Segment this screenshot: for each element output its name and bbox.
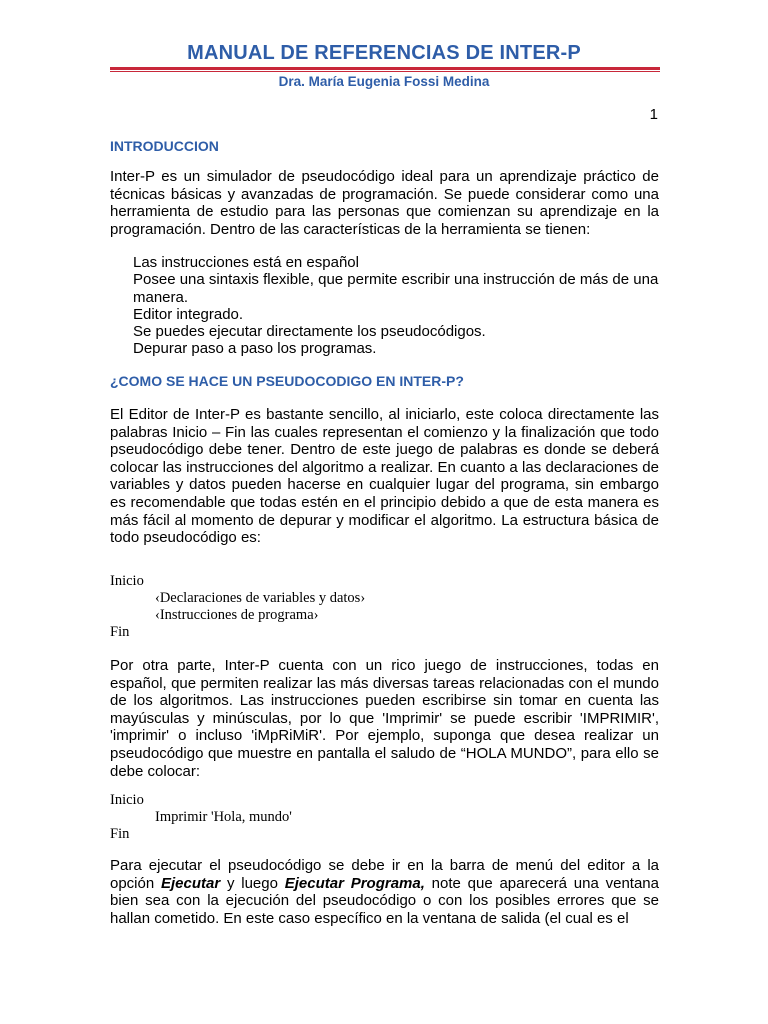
code-block-structure: [110, 573, 365, 641]
list-item: Posee una sintaxis flexible, que permite escribir una instrucción de más de una manera.: [133, 271, 659, 306]
document-title: MANUAL DE REFERENCIAS DE INTER-P: [187, 42, 581, 64]
author-name: Dra. María Eugenia Fossi Medina: [278, 74, 490, 89]
text-run: y luego: [220, 874, 285, 892]
code-line: Imprimir 'Hola, mundo': [155, 809, 292, 825]
title-underline: [110, 67, 660, 70]
execution-paragraph: [110, 857, 659, 927]
code-block-hola-mundo: [110, 792, 292, 843]
emphasis-ejecutar-programa: Ejecutar Programa,: [284, 874, 425, 892]
emphasis-ejecutar: Ejecutar: [160, 874, 221, 892]
text-run: note que aparecerá una ventana bien sea con la ejecución del pseudocódigo o con los posibles errores que se hallan cometido. En este caso específico en la ventana de salida (el cual es el: [110, 874, 659, 927]
title-underline-thin: [110, 71, 660, 72]
code-line: ‹Instrucciones de programa›: [155, 607, 319, 623]
list-item: Se puedes ejecutar directamente los pseudocódigos.: [133, 323, 486, 341]
page-number: 1: [649, 106, 658, 123]
code-line: Inicio: [110, 573, 144, 589]
feature-list: [133, 254, 659, 358]
code-line: ‹Declaraciones de variables y datos›: [155, 590, 366, 606]
list-item: Editor integrado.: [133, 305, 244, 323]
editor-paragraph: El Editor de Inter-P es bastante sencillo, al iniciarlo, este coloca directamente las palabras Inicio – Fin las cuales representan el comienzo y la finalización que todo pseudocódigo debe tener. Dentro de este juego de palabras es donde se deberá colocar las instrucciones del algoritmo a realizar. En cuanto a las declaraciones de variables y datos pueden hacerse en cualquier lugar del programa, sin embargo es recomendable que todas estén en el principio debido a que de esta manera es más fácil al momento de depurar y modificar el algoritmo. La estructura básica de todo pseudocódigo es:: [110, 406, 659, 547]
code-line: Fin: [110, 624, 130, 640]
section-heading-pseudocodigo: ¿COMO SE HACE UN PSEUDOCODIGO EN INTER-P?: [110, 373, 464, 389]
code-line: Fin: [110, 826, 130, 842]
list-item: Depurar paso a paso los programas.: [133, 340, 377, 358]
code-line: Inicio: [110, 792, 144, 808]
intro-paragraph: Inter-P es un simulador de pseudocódigo ideal para un aprendizaje práctico de técnicas básicas y avanzadas de programación. Se puede considerar como una herramienta de estudio para las personas que comienzan su aprendizaje en la programación. Dentro de las características de la herramienta se tienen:: [110, 168, 659, 238]
instructions-paragraph: Por otra parte, Inter-P cuenta con un rico juego de instrucciones, todas en español, que permiten realizar las más diversas tareas relacionadas con el mundo de los algoritmos. Las instrucciones pueden escribirse sin tomar en cuenta las mayúsculas y minúsculas, por lo que 'Imprimir' se puede escribir 'IMPRIMIR', 'imprimir' o incluso 'iMpRiMiR'. Por ejemplo, suponga que desea realizar un pseudocódigo que muestre en pantalla el saludo de “HOLA MUNDO”, para ello se debe colocar:: [110, 657, 659, 780]
list-item: Las instrucciones está en español: [133, 254, 359, 271]
section-heading-introduccion: INTRODUCCION: [110, 138, 219, 154]
text-run: Para ejecutar el pseudocódigo se debe ir en la barra de menú del editor a la opción: [110, 857, 659, 892]
